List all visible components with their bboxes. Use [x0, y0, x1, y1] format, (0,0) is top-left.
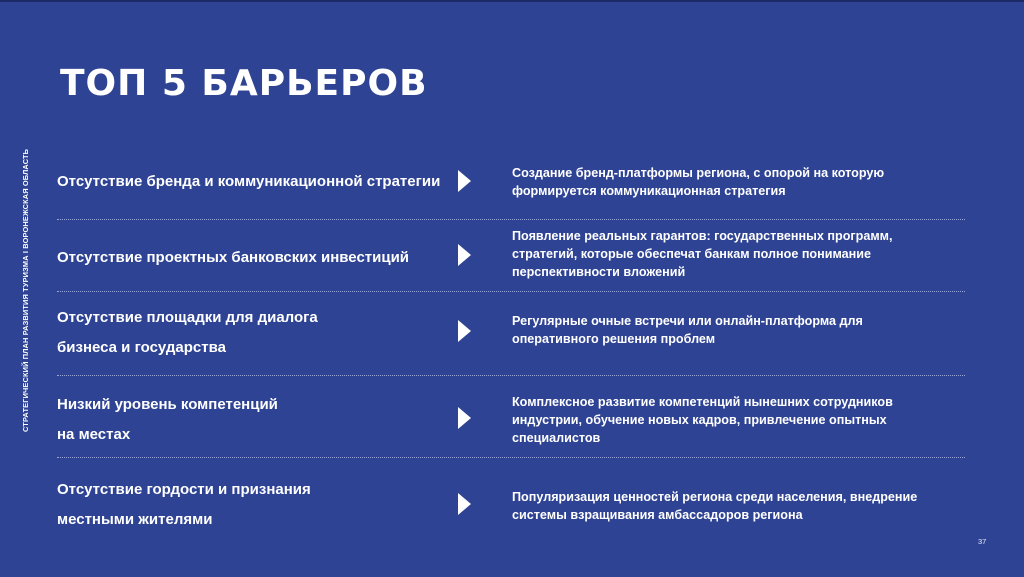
triangle-right-icon	[458, 407, 471, 429]
barrier-text: Низкий уровень компетенций на местах	[57, 396, 278, 443]
row-divider	[57, 375, 965, 376]
triangle-right-icon	[458, 244, 471, 266]
triangle-right-icon	[458, 320, 471, 342]
barrier-row	[57, 475, 965, 537]
barrier-text: Отсутствие проектных банковских инвестиций	[57, 249, 410, 266]
triangle-right-icon	[458, 170, 471, 192]
side-caption: СТРАТЕГИЧЕСКИЙ ПЛАН РАЗВИТИЯ ТУРИЗМА I ВОРОНЕЖСКАЯ ОБЛАСТЬ	[21, 148, 30, 432]
page-title: ТОП 5 БАРЬЕРОВ	[60, 63, 428, 104]
barrier-row	[57, 225, 965, 285]
solution-text: Создание бренд-платформы региона, с опорой на которую формируется коммуникационная стратегия	[512, 166, 885, 198]
barrier-row	[57, 388, 965, 450]
row-divider	[57, 457, 965, 458]
top-border	[0, 0, 1024, 2]
barrier-text: Отсутствие гордости и признания местными жителями	[57, 481, 311, 528]
row-divider	[57, 219, 965, 220]
row-divider	[57, 291, 965, 292]
barrier-text: Отсутствие площадки для диалога бизнеса и государства	[57, 309, 318, 356]
page-number: 37	[978, 537, 987, 546]
barrier-text: Отсутствие бренда и коммуникационной стратегии	[57, 173, 441, 190]
barrier-row	[57, 162, 965, 202]
solution-text: Появление реальных гарантов: государственных программ, стратегий, которые обеспечат банкам полное понимание перспективности вложений	[512, 229, 893, 279]
solution-text: Комплексное развитие компетенций нынешних сотрудников индустрии, обучение новых кадров, привлечение опытных специалистов	[512, 395, 893, 445]
solution-text: Регулярные очные встречи или онлайн-платформа для оперативного решения проблем	[512, 314, 863, 346]
barrier-row	[57, 303, 965, 365]
solution-text: Популяризация ценностей региона среди населения, внедрение системы взращивания амбассадоров региона	[512, 490, 918, 522]
triangle-right-icon	[458, 493, 471, 515]
